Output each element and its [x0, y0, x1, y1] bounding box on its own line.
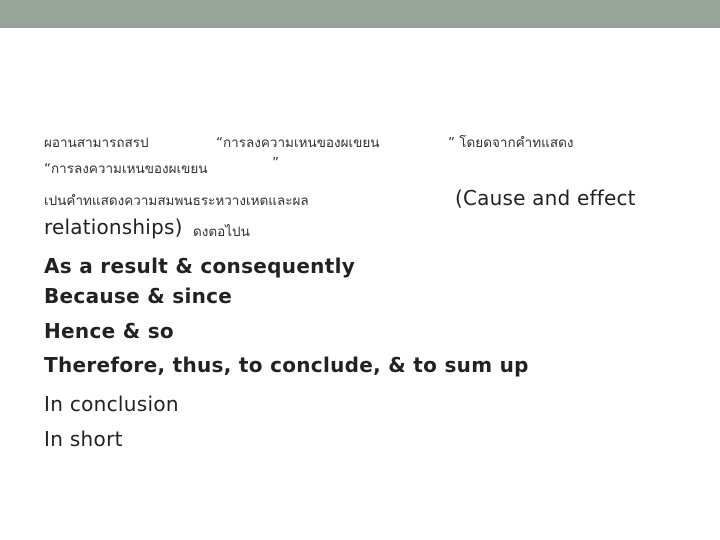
para-line-2b: ”: [272, 155, 279, 171]
para-line-4a: relationships): [44, 215, 183, 239]
list-item: In short: [44, 427, 123, 451]
list-item-bold: Because & since: [44, 284, 233, 308]
list-item: In conclusion: [44, 392, 179, 416]
list-item-bold: Hence & so: [44, 319, 174, 343]
para-line-3b: (Cause and effect: [455, 186, 636, 210]
list-item-bold: As a result & consequently: [44, 254, 356, 278]
para-line-2a: “การลงความเหนของผเขยน: [44, 161, 208, 177]
para-line-4b: ดงตอไปน: [193, 224, 250, 240]
para-line-1b: “การลงความเหนของผเขยน: [216, 135, 380, 151]
list-item-bold: Therefore, thus, to conclude, & to sum up: [44, 353, 529, 377]
para-line-1c: ” โดยดจากคำทแสดง: [448, 135, 574, 151]
top-accent-bar: [0, 0, 720, 28]
para-line-1a: ผอานสามารถสรป: [44, 135, 149, 151]
para-line-3a: เปนคำทแสดงความสมพนธระหวางเหตและผล: [44, 193, 309, 209]
